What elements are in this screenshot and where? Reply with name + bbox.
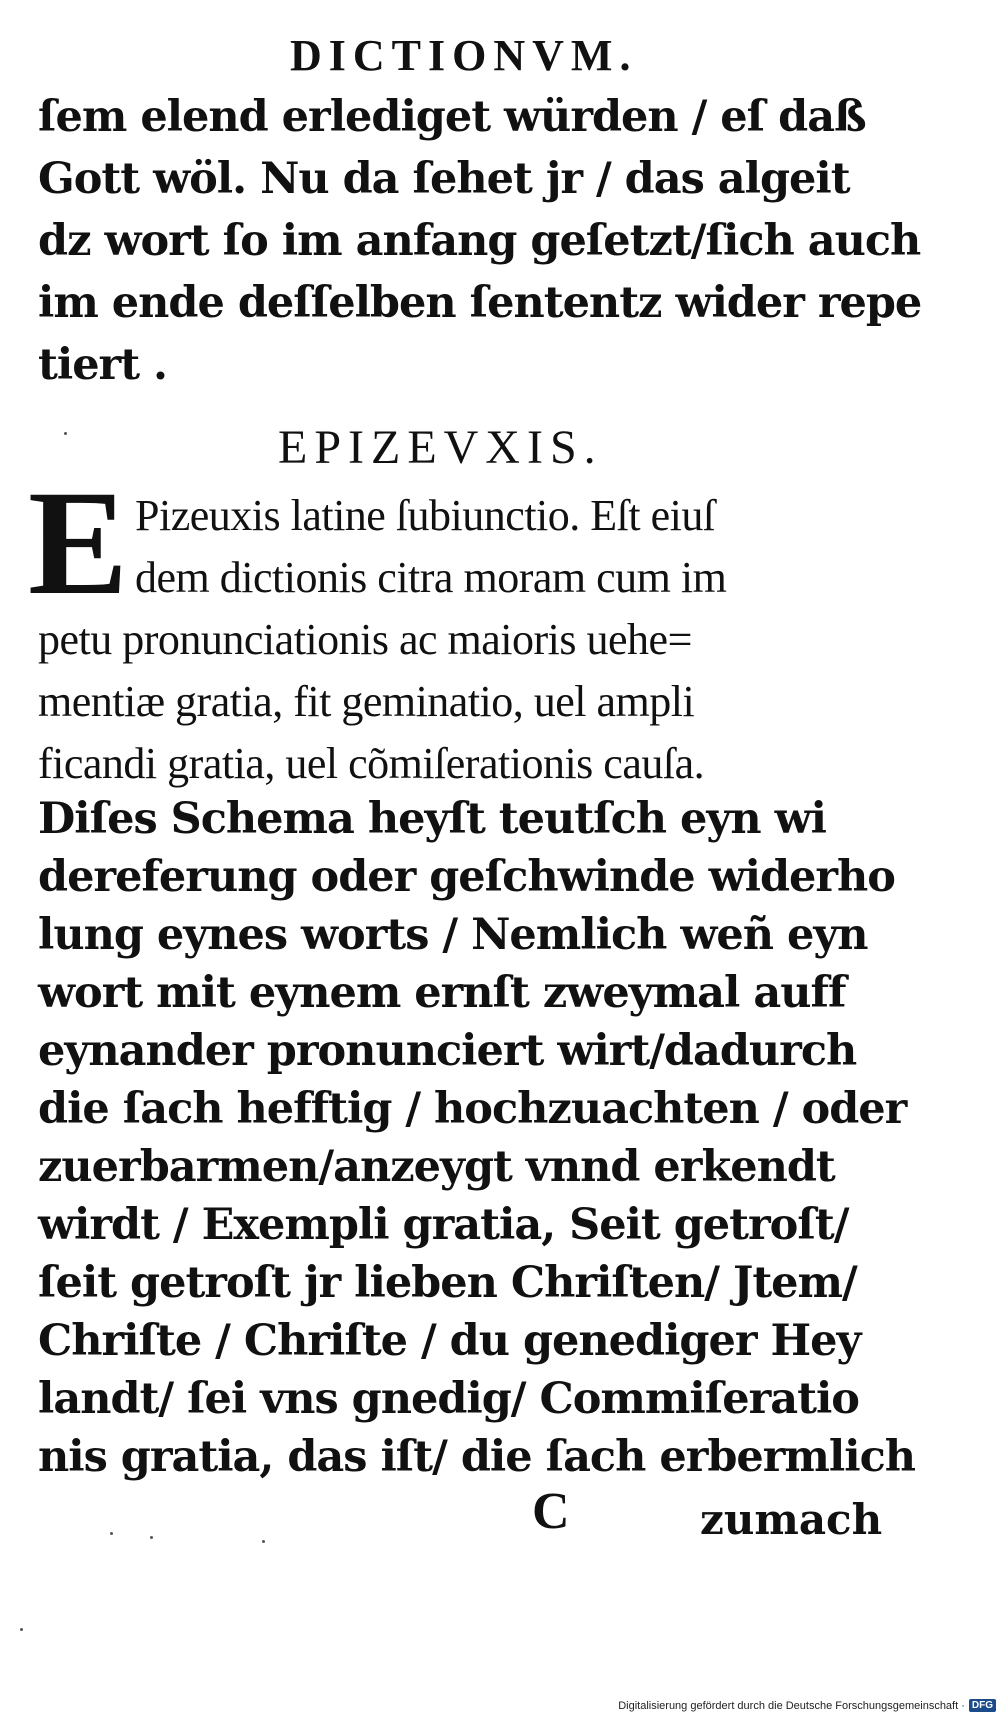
- text-line: ſem elend erlediget würden / eſ daß: [38, 92, 866, 142]
- catchword: zumach: [700, 1495, 883, 1544]
- digitization-footer: [618, 1699, 996, 1712]
- text-line: nis gratia, das iſt/ die ſach erbermlich: [38, 1432, 916, 1482]
- running-head: DICTIONVM.: [290, 31, 638, 80]
- text-line: zuerbarmen/anzeygt vnnd erkendt: [38, 1142, 835, 1192]
- text-line: landt/ ſei vns gnedig/ Commiſeratio: [38, 1374, 859, 1424]
- ink-speck: [262, 1540, 265, 1543]
- text-line: wort mit eynem ernſt zweymal auff: [38, 968, 846, 1018]
- ink-speck: [110, 1532, 113, 1535]
- drop-cap: E: [28, 460, 129, 626]
- text-line: tiert .: [38, 340, 168, 390]
- signature-mark: C: [532, 1483, 570, 1540]
- latin-line: dem dictionis citra moram cum im: [135, 553, 727, 602]
- text-line: lung eynes worts / Nemlich weñ eyn: [38, 910, 868, 960]
- text-line: Gott wöl. Nu da ſehet jr / das algeit: [38, 154, 850, 204]
- latin-line: petu pronunciationis ac maioris uehe=: [38, 615, 692, 664]
- text-line: wirdt / Exempli gratia, Seit getroſt/: [38, 1200, 849, 1250]
- ink-speck: [64, 432, 67, 435]
- text-line: ſeit getroſt jr lieben Chriſten/ Jtem/: [38, 1258, 857, 1308]
- footer-text: Digitalisierung gefördert durch die Deutsche Forschungsgemeinschaft ·: [618, 1699, 965, 1712]
- text-line: dz wort ſo im anfang geſetzt/ſich auch: [38, 216, 921, 266]
- text-line: dereferung oder geſchwinde widerho: [38, 852, 895, 902]
- text-line: die ſach hefftig / hochzuachten / oder: [38, 1084, 907, 1134]
- text-line: Chriſte / Chriſte / du genediger Hey: [38, 1316, 861, 1366]
- text-line: Diſes Schema heyſt teutſch eyn wi: [38, 794, 826, 844]
- text-line: im ende deſſelben ſententz wider repe: [38, 278, 922, 328]
- text-line: eynander pronunciert wirt/dadurch: [38, 1026, 857, 1076]
- ink-speck: [20, 1628, 23, 1631]
- ink-speck: [150, 1536, 153, 1539]
- latin-line: mentiæ gratia, fit geminatio, uel ampli: [38, 677, 695, 726]
- latin-line: Pizeuxis latine ſubiunctio. Eſt eiuſ: [135, 491, 715, 540]
- section-title: EPIZEVXIS.: [278, 421, 603, 474]
- latin-line: ficandi gratia, uel cõmiſerationis cauſa.: [38, 739, 705, 788]
- dfg-logo-icon: DFG: [969, 1699, 996, 1712]
